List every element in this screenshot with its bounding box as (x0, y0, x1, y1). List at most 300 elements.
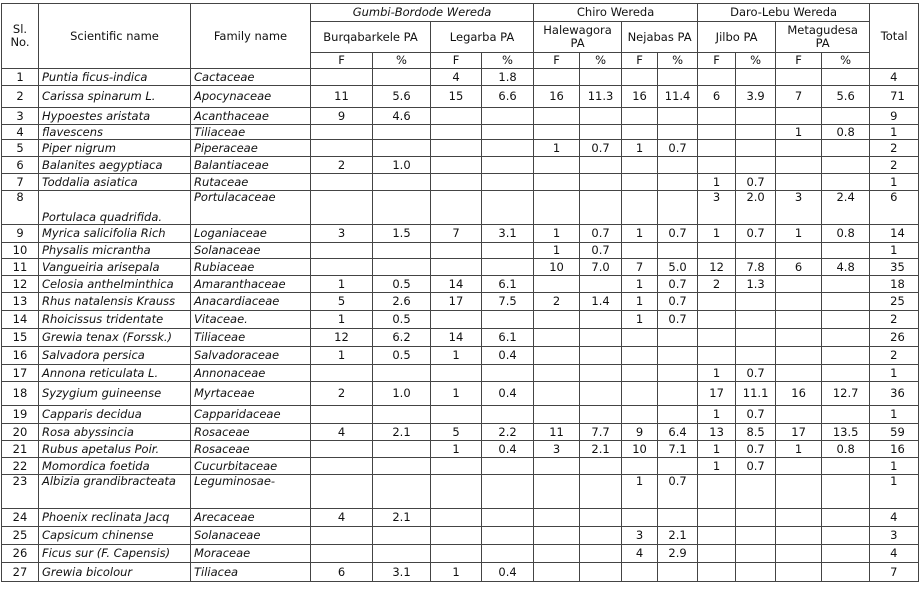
frequency-cell: 4 (431, 69, 482, 86)
percent-cell (822, 311, 870, 329)
family-name-cell: Cucurbitaceae (191, 458, 311, 475)
family-name-cell: Amaranthaceae (191, 276, 311, 293)
frequency-cell (776, 311, 822, 329)
percent-cell: 1.3 (736, 276, 776, 293)
frequency-cell (431, 509, 482, 527)
total-header: Total (870, 4, 919, 69)
percent-cell (658, 347, 698, 365)
scientific-name-cell: Ficus sur (F. Capensis) (39, 545, 191, 563)
total-cell: 1 (870, 475, 919, 509)
percent-cell (822, 509, 870, 527)
frequency-cell: 1 (698, 225, 736, 243)
pa-header: Metagudesa PA (776, 22, 870, 53)
frequency-cell: 11 (311, 86, 373, 108)
frequency-cell: 1 (776, 441, 822, 458)
frequency-cell (311, 441, 373, 458)
frequency-cell: 1 (698, 458, 736, 475)
frequency-cell (776, 509, 822, 527)
frequency-cell (698, 69, 736, 86)
row-number: 8 (2, 191, 39, 225)
table-body (2, 69, 919, 582)
frequency-cell: 1 (698, 441, 736, 458)
percent-cell (736, 69, 776, 86)
percent-cell (822, 243, 870, 259)
frequency-cell: 7 (776, 86, 822, 108)
percent-cell (373, 125, 431, 140)
percent-cell: 4.6 (373, 108, 431, 125)
percent-cell: 0.7 (736, 458, 776, 475)
row-number: 4 (2, 125, 39, 140)
percent-cell (736, 545, 776, 563)
frequency-cell: 1 (311, 311, 373, 329)
frequency-cell (534, 311, 580, 329)
percent-cell: 0.8 (822, 225, 870, 243)
percent-cell (373, 243, 431, 259)
frequency-cell (431, 140, 482, 157)
percent-cell (736, 311, 776, 329)
frequency-cell (776, 475, 822, 509)
percent-cell: 0.7 (658, 311, 698, 329)
pa-header: Halewagora PA (534, 22, 622, 53)
percent-cell (658, 365, 698, 382)
percent-cell: 0.4 (482, 441, 534, 458)
percent-cell (580, 311, 622, 329)
percent-cell: 2.6 (373, 293, 431, 311)
percent-cell: 7.7 (580, 424, 622, 441)
row-number: 5 (2, 140, 39, 157)
family-name-cell: Annonaceae (191, 365, 311, 382)
percent-cell (580, 458, 622, 475)
frequency-cell (622, 563, 658, 582)
family-name-cell: Moraceae (191, 545, 311, 563)
percent-subheader: % (580, 53, 622, 69)
family-name-cell: Balantiaceae (191, 157, 311, 174)
percent-cell (822, 329, 870, 347)
percent-cell (580, 347, 622, 365)
pa-header: Jilbo PA (698, 22, 776, 53)
frequency-cell (698, 140, 736, 157)
percent-cell (822, 157, 870, 174)
percent-cell (373, 140, 431, 157)
family-name-cell: Salvadoraceae (191, 347, 311, 365)
scientific-name-cell: Balanites aegyptiaca (39, 157, 191, 174)
frequency-cell (776, 157, 822, 174)
frequency-cell (698, 243, 736, 259)
frequency-cell: 1 (534, 225, 580, 243)
table-header (2, 4, 919, 69)
frequency-cell (534, 191, 580, 225)
scientific-name-cell: Rhus natalensis Krauss (39, 293, 191, 311)
percent-cell (658, 108, 698, 125)
percent-cell: 6.2 (373, 329, 431, 347)
family-name-cell: Piperaceae (191, 140, 311, 157)
percent-cell: 12.7 (822, 382, 870, 406)
percent-cell: 1.0 (373, 157, 431, 174)
frequency-cell (776, 365, 822, 382)
frequency-cell (622, 125, 658, 140)
percent-cell (658, 69, 698, 86)
frequency-cell (776, 174, 822, 191)
table-row (2, 382, 919, 406)
frequency-cell: 15 (431, 86, 482, 108)
percent-cell (482, 243, 534, 259)
frequency-cell (431, 406, 482, 424)
frequency-cell: 1 (698, 365, 736, 382)
percent-cell (580, 174, 622, 191)
percent-cell (822, 406, 870, 424)
percent-cell (373, 406, 431, 424)
total-cell: 7 (870, 563, 919, 582)
frequency-cell (698, 125, 736, 140)
total-cell: 14 (870, 225, 919, 243)
percent-cell (658, 563, 698, 582)
frequency-cell: 1 (622, 311, 658, 329)
percent-cell: 0.4 (482, 347, 534, 365)
frequency-cell (776, 243, 822, 259)
frequency-cell (311, 243, 373, 259)
frequency-cell (534, 347, 580, 365)
percent-cell (580, 108, 622, 125)
total-cell: 16 (870, 441, 919, 458)
frequency-cell (431, 311, 482, 329)
percent-cell (580, 563, 622, 582)
frequency-cell (311, 191, 373, 225)
percent-cell: 6.1 (482, 329, 534, 347)
row-number: 11 (2, 259, 39, 276)
frequency-cell: 7 (431, 225, 482, 243)
frequency-cell (698, 293, 736, 311)
frequency-cell (622, 382, 658, 406)
percent-cell (373, 191, 431, 225)
percent-cell (736, 293, 776, 311)
frequency-cell: 1 (311, 347, 373, 365)
percent-cell (658, 406, 698, 424)
frequency-cell (311, 365, 373, 382)
frequency-cell: 3 (622, 527, 658, 545)
row-number: 22 (2, 458, 39, 475)
row-number: 27 (2, 563, 39, 582)
frequency-cell (776, 545, 822, 563)
percent-cell (482, 545, 534, 563)
row-number: 19 (2, 406, 39, 424)
frequency-cell: 13 (698, 424, 736, 441)
percent-cell (482, 108, 534, 125)
frequency-cell: 10 (622, 441, 658, 458)
percent-cell: 7.5 (482, 293, 534, 311)
percent-cell (822, 276, 870, 293)
frequency-cell (698, 527, 736, 545)
percent-cell (736, 140, 776, 157)
percent-cell: 0.5 (373, 311, 431, 329)
percent-cell: 0.7 (580, 243, 622, 259)
frequency-cell: 1 (698, 406, 736, 424)
table-row (2, 563, 919, 582)
row-number: 9 (2, 225, 39, 243)
frequency-cell (622, 509, 658, 527)
percent-cell: 0.5 (373, 347, 431, 365)
frequency-cell: 5 (311, 293, 373, 311)
frequency-cell: 1 (431, 382, 482, 406)
frequency-cell (534, 382, 580, 406)
percent-cell (736, 243, 776, 259)
table-row (2, 347, 919, 365)
percent-cell: 0.7 (736, 441, 776, 458)
percent-cell (580, 545, 622, 563)
percent-cell (658, 157, 698, 174)
percent-cell (482, 125, 534, 140)
frequency-cell: 1 (431, 347, 482, 365)
family-name-cell: Tiliaceae (191, 329, 311, 347)
frequency-cell (431, 157, 482, 174)
frequency-cell: 5 (431, 424, 482, 441)
total-cell: 6 (870, 191, 919, 225)
percent-cell (580, 69, 622, 86)
percent-cell: 3.9 (736, 86, 776, 108)
scientific-name-cell: Capsicum chinense (39, 527, 191, 545)
table-row (2, 108, 919, 125)
frequency-cell (698, 545, 736, 563)
percent-cell (482, 157, 534, 174)
frequency-cell (776, 563, 822, 582)
frequency-cell: 1 (431, 563, 482, 582)
pa-header: Burqabarkele PA (311, 22, 431, 53)
table-row (2, 125, 919, 140)
frequency-cell (776, 527, 822, 545)
frequency-cell (622, 365, 658, 382)
table-row (2, 140, 919, 157)
percent-cell: 0.7 (736, 225, 776, 243)
percent-cell: 6.1 (482, 276, 534, 293)
table-row (2, 406, 919, 424)
frequency-cell (698, 475, 736, 509)
frequency-cell: 2 (534, 293, 580, 311)
row-number: 2 (2, 86, 39, 108)
total-cell: 59 (870, 424, 919, 441)
frequency-cell (698, 157, 736, 174)
scientific-name-cell: Grewia tenax (Forssk.) (39, 329, 191, 347)
percent-cell (658, 191, 698, 225)
percent-cell: 1.0 (373, 382, 431, 406)
scientific-name-cell: Albizia grandibracteata (39, 475, 191, 509)
frequency-subheader: F (698, 53, 736, 69)
frequency-cell (622, 191, 658, 225)
percent-cell: 1.8 (482, 69, 534, 86)
frequency-cell: 17 (698, 382, 736, 406)
scientific-name-cell: Grewia bicolour (39, 563, 191, 582)
total-cell: 4 (870, 509, 919, 527)
family-name-cell: Capparidaceae (191, 406, 311, 424)
frequency-cell: 11 (534, 424, 580, 441)
percent-cell: 11.1 (736, 382, 776, 406)
scientific-name-cell: Myrica salicifolia Rich (39, 225, 191, 243)
frequency-cell (698, 329, 736, 347)
percent-cell: 2.2 (482, 424, 534, 441)
percent-cell (373, 69, 431, 86)
frequency-cell (776, 347, 822, 365)
percent-cell: 3.1 (373, 563, 431, 582)
percent-cell: 2.4 (822, 191, 870, 225)
percent-cell (580, 276, 622, 293)
percent-cell (822, 458, 870, 475)
row-number: 24 (2, 509, 39, 527)
scientific-name-cell: Piper nigrum (39, 140, 191, 157)
table-row (2, 191, 919, 225)
frequency-cell (311, 174, 373, 191)
percent-cell (658, 509, 698, 527)
family-name-cell: Rubiaceae (191, 259, 311, 276)
frequency-cell: 1 (622, 475, 658, 509)
frequency-cell: 1 (534, 140, 580, 157)
percent-cell (373, 174, 431, 191)
frequency-cell (622, 243, 658, 259)
percent-cell (580, 475, 622, 509)
percent-cell: 7.1 (658, 441, 698, 458)
row-number: 23 (2, 475, 39, 509)
row-number: 10 (2, 243, 39, 259)
frequency-cell: 9 (622, 424, 658, 441)
scientific-name-cell: Rhoicissus tridentate (39, 311, 191, 329)
percent-cell: 8.5 (736, 424, 776, 441)
frequency-cell (534, 157, 580, 174)
frequency-cell: 6 (311, 563, 373, 582)
frequency-cell (622, 347, 658, 365)
percent-cell (822, 347, 870, 365)
table-row (2, 259, 919, 276)
frequency-cell: 1 (622, 140, 658, 157)
frequency-cell (431, 125, 482, 140)
percent-cell (822, 475, 870, 509)
table-row (2, 86, 919, 108)
family-name-cell: Rutaceae (191, 174, 311, 191)
percent-cell (373, 545, 431, 563)
frequency-cell: 3 (698, 191, 736, 225)
table-row (2, 276, 919, 293)
total-cell: 71 (870, 86, 919, 108)
frequency-cell (622, 157, 658, 174)
percent-cell (658, 458, 698, 475)
table-row (2, 157, 919, 174)
frequency-cell: 1 (698, 174, 736, 191)
percent-cell (822, 527, 870, 545)
percent-subheader: % (373, 53, 431, 69)
frequency-cell (776, 69, 822, 86)
frequency-cell (311, 259, 373, 276)
percent-cell: 2.1 (658, 527, 698, 545)
row-number: 26 (2, 545, 39, 563)
total-cell: 4 (870, 545, 919, 563)
frequency-cell (534, 406, 580, 424)
family-name-cell: Tiliacea (191, 563, 311, 582)
family-name-cell: Solanaceae (191, 527, 311, 545)
frequency-cell: 3 (534, 441, 580, 458)
percent-cell (736, 475, 776, 509)
pa-header: Nejabas PA (622, 22, 698, 53)
percent-cell (580, 125, 622, 140)
percent-cell (482, 475, 534, 509)
frequency-cell: 1 (622, 293, 658, 311)
frequency-cell (431, 108, 482, 125)
family-name-cell: Loganiaceae (191, 225, 311, 243)
frequency-cell (776, 108, 822, 125)
frequency-cell (311, 140, 373, 157)
family-name-cell: Solanaceae (191, 243, 311, 259)
percent-cell: 2.9 (658, 545, 698, 563)
frequency-cell (776, 406, 822, 424)
table-row (2, 509, 919, 527)
frequency-cell: 1 (776, 125, 822, 140)
percent-cell (736, 563, 776, 582)
percent-cell (822, 69, 870, 86)
wereda-header-chiro: Chiro Wereda (534, 4, 698, 22)
frequency-cell (431, 545, 482, 563)
percent-cell (736, 125, 776, 140)
frequency-cell: 10 (534, 259, 580, 276)
table-row (2, 545, 919, 563)
frequency-cell (431, 259, 482, 276)
row-number: 3 (2, 108, 39, 125)
frequency-cell (431, 174, 482, 191)
percent-cell (736, 509, 776, 527)
frequency-cell (776, 293, 822, 311)
percent-cell (373, 475, 431, 509)
frequency-cell (534, 69, 580, 86)
percent-cell (822, 293, 870, 311)
percent-cell: 4.8 (822, 259, 870, 276)
percent-cell: 0.7 (658, 140, 698, 157)
frequency-cell: 4 (311, 509, 373, 527)
family-name-cell: Anacardiaceae (191, 293, 311, 311)
table-row (2, 475, 919, 509)
frequency-cell: 2 (698, 276, 736, 293)
frequency-cell (534, 276, 580, 293)
percent-cell (373, 441, 431, 458)
frequency-cell (311, 406, 373, 424)
table-row (2, 293, 919, 311)
percent-cell: 2.1 (373, 424, 431, 441)
percent-cell (580, 365, 622, 382)
table-row (2, 424, 919, 441)
frequency-subheader: F (534, 53, 580, 69)
frequency-subheader: F (311, 53, 373, 69)
percent-cell: 5.6 (822, 86, 870, 108)
percent-cell (580, 406, 622, 424)
percent-cell: 0.7 (658, 293, 698, 311)
row-number: 1 (2, 69, 39, 86)
species-table (1, 3, 919, 582)
percent-cell (482, 406, 534, 424)
frequency-cell: 2 (311, 382, 373, 406)
percent-cell: 2.0 (736, 191, 776, 225)
frequency-cell: 12 (698, 259, 736, 276)
table-row (2, 365, 919, 382)
percent-cell (373, 527, 431, 545)
frequency-cell: 1 (431, 441, 482, 458)
percent-cell (482, 311, 534, 329)
total-cell: 26 (870, 329, 919, 347)
percent-cell: 0.8 (822, 125, 870, 140)
family-name-cell: Vitaceae. (191, 311, 311, 329)
pa-header: Legarba PA (431, 22, 534, 53)
frequency-cell: 16 (534, 86, 580, 108)
family-name-cell: Cactaceae (191, 69, 311, 86)
percent-cell (373, 365, 431, 382)
frequency-cell: 1 (622, 225, 658, 243)
frequency-subheader: F (776, 53, 822, 69)
frequency-subheader: F (622, 53, 658, 69)
wereda-header-daro-lebu: Daro-Lebu Wereda (698, 4, 870, 22)
percent-cell: 0.4 (482, 563, 534, 582)
frequency-cell: 17 (776, 424, 822, 441)
